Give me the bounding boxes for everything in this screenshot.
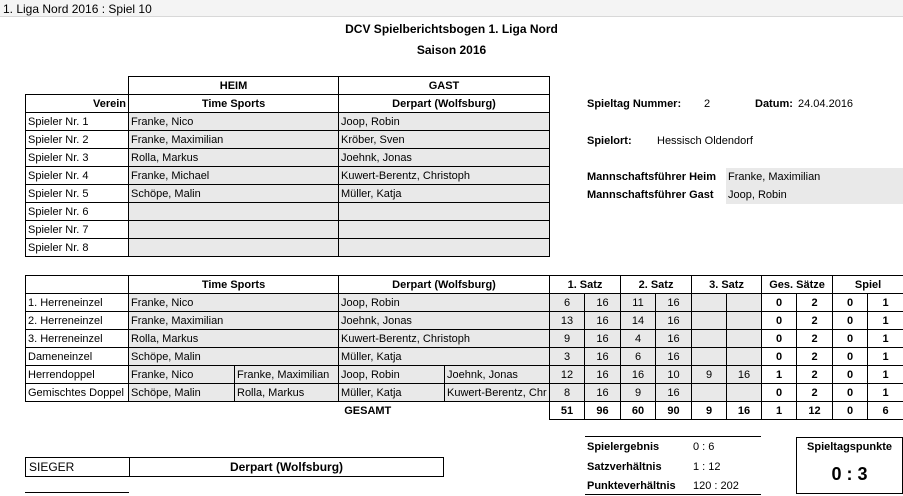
gast-player[interactable]: Joehnk, Jonas <box>339 312 550 330</box>
game-points: 0 <box>833 294 868 312</box>
game-points: 1 <box>868 294 903 312</box>
game-row <box>26 312 903 330</box>
discipline: 2. Herreneinzel <box>26 312 129 330</box>
mf-heim-value[interactable]: Franke, Maximilian <box>726 168 903 186</box>
total-value: 6 <box>868 402 903 420</box>
total-row <box>26 402 903 420</box>
score[interactable] <box>692 312 727 330</box>
score[interactable] <box>727 330 762 348</box>
score[interactable]: 11 <box>621 294 656 312</box>
game-points: 0 <box>833 348 868 366</box>
gast-player[interactable] <box>339 221 550 239</box>
sets-won: 0 <box>762 330 797 348</box>
sets-won: 1 <box>762 366 797 384</box>
heim-player[interactable]: Schöpe, Malin <box>129 384 235 402</box>
score[interactable]: 16 <box>585 294 621 312</box>
divider <box>25 492 129 496</box>
discipline: Dameneinzel <box>26 348 129 366</box>
sets-won: 2 <box>797 384 833 402</box>
player-row <box>26 185 550 203</box>
gast-player-2[interactable]: Kuwert-Berentz, Chr <box>445 384 550 402</box>
game-row <box>26 384 903 402</box>
summary-divider <box>585 494 761 495</box>
sets-won: 0 <box>762 294 797 312</box>
score[interactable]: 3 <box>550 348 585 366</box>
discipline: Gemischtes Doppel <box>26 384 129 402</box>
game-points: 1 <box>868 330 903 348</box>
winner-label: SIEGER <box>26 458 130 476</box>
total-value: 60 <box>621 402 656 420</box>
games-table <box>25 275 903 420</box>
heim-player[interactable]: Rolla, Markus <box>129 149 339 167</box>
heim-team-name: Time Sports <box>129 95 339 113</box>
heim-player[interactable]: Schöpe, Malin <box>129 185 339 203</box>
season-title: Saison 2016 <box>416 43 487 57</box>
player-label: Spieler Nr. 8 <box>26 239 129 257</box>
gast-player[interactable] <box>339 239 550 257</box>
player-label: Spieler Nr. 7 <box>26 221 129 239</box>
player-row <box>26 221 550 239</box>
mf-gast-label: Mannschaftsführer Gast <box>587 189 714 201</box>
total-value: 0 <box>833 402 868 420</box>
winner-box <box>25 457 444 477</box>
score[interactable]: 16 <box>656 384 692 402</box>
score[interactable]: 16 <box>656 312 692 330</box>
heim-player[interactable]: Franke, Nico <box>129 294 339 312</box>
heim-player[interactable]: Franke, Michael <box>129 167 339 185</box>
score[interactable]: 16 <box>585 384 621 402</box>
player-row <box>26 167 550 185</box>
score[interactable]: 16 <box>621 366 656 384</box>
game-row <box>26 366 903 384</box>
heim-player[interactable] <box>129 239 339 257</box>
sets-won: 2 <box>797 330 833 348</box>
mf-heim-label: Mannschaftsführer Heim <box>587 171 716 183</box>
spieltagspunkte-label: Spieltagspunkte <box>807 441 892 453</box>
sets-won: 2 <box>797 294 833 312</box>
satz2-header: 2. Satz <box>621 276 692 294</box>
sets-won: 0 <box>762 348 797 366</box>
game-points: 1 <box>868 348 903 366</box>
satzverhaeltnis-value: 1 : 12 <box>693 461 721 473</box>
player-label: Spieler Nr. 5 <box>26 185 129 203</box>
sets-won: 2 <box>797 348 833 366</box>
score[interactable] <box>727 348 762 366</box>
heim-player[interactable] <box>129 221 339 239</box>
gast-player[interactable]: Kuwert-Berentz, Christoph <box>339 330 550 348</box>
sets-won: 2 <box>797 366 833 384</box>
total-value: 1 <box>762 402 797 420</box>
satzverhaeltnis-label: Satzverhältnis <box>587 461 662 473</box>
heim-player[interactable]: Franke, Maximilian <box>129 131 339 149</box>
empty-cell <box>26 77 129 95</box>
page-title: DCV Spielberichtsbogen 1. Liga Nord <box>345 22 558 36</box>
score[interactable]: 6 <box>621 348 656 366</box>
score[interactable] <box>727 312 762 330</box>
verein-label: Verein <box>26 95 129 113</box>
window-tab-title[interactable]: 1. Liga Nord 2016 : Spiel 10 <box>0 0 903 17</box>
gast-player[interactable]: Müller, Katja <box>339 185 550 203</box>
discipline: 1. Herreneinzel <box>26 294 129 312</box>
heim-player[interactable] <box>129 203 339 221</box>
game-row <box>26 348 903 366</box>
score[interactable]: 9 <box>621 384 656 402</box>
player-row <box>26 149 550 167</box>
gast-player[interactable]: Kröber, Sven <box>339 131 550 149</box>
heim-player-2[interactable]: Franke, Maximilian <box>235 366 339 384</box>
score[interactable]: 6 <box>550 294 585 312</box>
sets-won: 2 <box>797 312 833 330</box>
heim-player[interactable]: Franke, Nico <box>129 366 235 384</box>
team-roster-table <box>25 76 550 257</box>
summary-divider <box>585 436 761 437</box>
gast-player[interactable]: Müller, Katja <box>339 384 445 402</box>
spieltagspunkte-box <box>796 437 903 494</box>
gast-player[interactable]: Joop, Robin <box>339 366 445 384</box>
punkteverhaeltnis-label: Punkteverhältnis <box>587 480 676 492</box>
total-label: GESAMT <box>344 404 392 417</box>
spieltagspunkte-value: 0 : 3 <box>831 464 868 484</box>
game-points: 1 <box>868 384 903 402</box>
spielergebnis-label: Spielergebnis <box>587 441 660 453</box>
satz3-header: 3. Satz <box>692 276 762 294</box>
sets-won: 0 <box>762 384 797 402</box>
gast-player-2[interactable]: Joehnk, Jonas <box>445 366 550 384</box>
score[interactable]: 9 <box>550 330 585 348</box>
score[interactable] <box>692 348 727 366</box>
score[interactable] <box>692 294 727 312</box>
score[interactable]: 16 <box>585 312 621 330</box>
total-value: 96 <box>585 402 621 420</box>
game-points: 0 <box>833 366 868 384</box>
score[interactable] <box>692 384 727 402</box>
spielort-value: Hessisch Oldendorf <box>657 135 753 147</box>
heim-col-header: Time Sports <box>129 276 339 294</box>
heim-player[interactable]: Franke, Nico <box>129 113 339 131</box>
gast-player[interactable]: Kuwert-Berentz, Christoph <box>339 167 550 185</box>
score[interactable]: 8 <box>550 384 585 402</box>
gast-team-name: Derpart (Wolfsburg) <box>339 95 550 113</box>
player-label: Spieler Nr. 4 <box>26 167 129 185</box>
player-label: Spieler Nr. 2 <box>26 131 129 149</box>
ges-saetze-header: Ges. Sätze <box>762 276 833 294</box>
total-value: 90 <box>656 402 692 420</box>
gast-header: GAST <box>339 77 550 95</box>
disc-header <box>26 276 129 294</box>
score[interactable]: 4 <box>621 330 656 348</box>
heim-player[interactable]: Schöpe, Malin <box>129 348 339 366</box>
score[interactable]: 13 <box>550 312 585 330</box>
gast-player[interactable]: Müller, Katja <box>339 348 550 366</box>
total-value: 12 <box>797 402 833 420</box>
score[interactable] <box>727 384 762 402</box>
player-label: Spieler Nr. 3 <box>26 149 129 167</box>
gast-col-header: Derpart (Wolfsburg) <box>339 276 550 294</box>
spielort-label: Spielort: <box>587 135 632 147</box>
score[interactable] <box>692 330 727 348</box>
winner-name: Derpart (Wolfsburg) <box>229 460 344 474</box>
game-points: 1 <box>868 366 903 384</box>
score[interactable]: 16 <box>656 330 692 348</box>
total-value: 16 <box>727 402 762 420</box>
game-row <box>26 330 903 348</box>
game-points: 0 <box>833 384 868 402</box>
punkteverhaeltnis-value: 120 : 202 <box>693 480 739 492</box>
score[interactable]: 16 <box>585 348 621 366</box>
gast-player[interactable] <box>339 203 550 221</box>
score[interactable]: 16 <box>727 366 762 384</box>
gast-player[interactable]: Joop, Robin <box>339 294 550 312</box>
datum-label: Datum: <box>755 98 793 110</box>
score[interactable]: 9 <box>692 366 727 384</box>
score[interactable]: 16 <box>656 294 692 312</box>
discipline: 3. Herreneinzel <box>26 330 129 348</box>
datum-value: 24.04.2016 <box>798 98 854 110</box>
player-row <box>26 203 550 221</box>
player-row <box>26 131 550 149</box>
game-row <box>26 294 903 312</box>
heim-player[interactable]: Franke, Maximilian <box>129 312 339 330</box>
score[interactable]: 14 <box>621 312 656 330</box>
spiel-header: Spiel <box>833 276 903 294</box>
satz1-header: 1. Satz <box>550 276 621 294</box>
gast-player[interactable]: Joehnk, Jonas <box>339 149 550 167</box>
heim-player-2[interactable]: Rolla, Markus <box>235 384 339 402</box>
game-points: 0 <box>833 330 868 348</box>
score[interactable]: 16 <box>585 330 621 348</box>
discipline: Herrendoppel <box>26 366 129 384</box>
heim-player[interactable]: Rolla, Markus <box>129 330 339 348</box>
total-value: 51 <box>550 402 585 420</box>
score[interactable] <box>727 294 762 312</box>
score[interactable]: 16 <box>585 366 621 384</box>
spieltag-value: 2 <box>704 98 711 110</box>
player-row <box>26 113 550 131</box>
mf-gast-value[interactable]: Joop, Robin <box>726 186 903 204</box>
spieltag-label: Spieltag Nummer: <box>587 98 682 110</box>
game-points: 1 <box>868 312 903 330</box>
score[interactable]: 12 <box>550 366 585 384</box>
heim-header: HEIM <box>129 77 339 95</box>
score[interactable]: 16 <box>656 348 692 366</box>
score[interactable]: 10 <box>656 366 692 384</box>
player-row <box>26 239 550 257</box>
game-points: 0 <box>833 312 868 330</box>
player-label: Spieler Nr. 1 <box>26 113 129 131</box>
spielergebnis-value: 0 : 6 <box>693 441 715 453</box>
player-label: Spieler Nr. 6 <box>26 203 129 221</box>
total-value: 9 <box>692 402 727 420</box>
sets-won: 0 <box>762 312 797 330</box>
gast-player[interactable]: Joop, Robin <box>339 113 550 131</box>
